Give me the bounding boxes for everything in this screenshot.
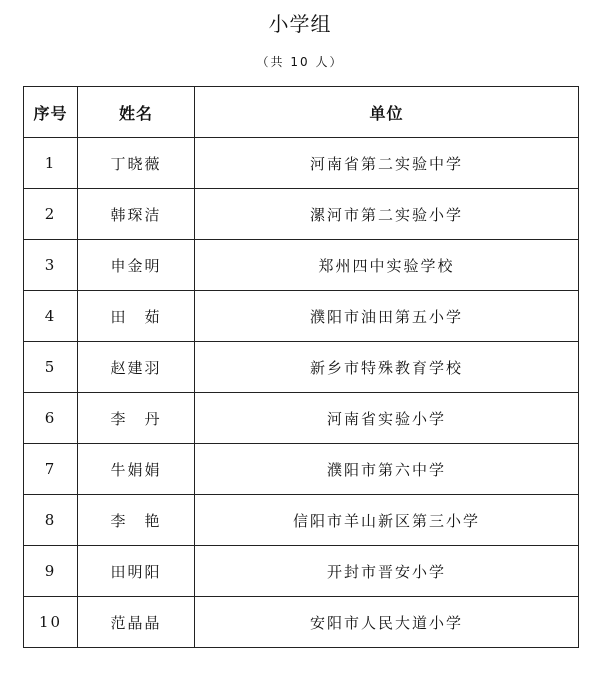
row-name: 李 丹 [78, 393, 195, 444]
row-name: 田 茹 [78, 291, 195, 342]
table-row [24, 495, 579, 546]
table-row [24, 546, 579, 597]
row-unit: 开封市晋安小学 [195, 546, 579, 597]
header-index: 序号 [24, 87, 78, 138]
table-row [24, 393, 579, 444]
row-unit: 河南省实验小学 [195, 393, 579, 444]
row-unit: 郑州四中实验学校 [195, 240, 579, 291]
row-index: 7 [24, 444, 78, 495]
page-title: 小学组 [268, 12, 332, 36]
row-index: 5 [24, 342, 78, 393]
table-row [24, 444, 579, 495]
row-index: 6 [24, 393, 78, 444]
row-name: 范晶晶 [78, 597, 195, 648]
roster-table [23, 86, 579, 648]
row-name: 田明阳 [78, 546, 195, 597]
row-name: 申金明 [78, 240, 195, 291]
row-index: 2 [24, 189, 78, 240]
row-index: 8 [24, 495, 78, 546]
row-unit: 信阳市羊山新区第三小学 [195, 495, 579, 546]
row-name: 赵建羽 [78, 342, 195, 393]
row-name: 韩琛洁 [78, 189, 195, 240]
row-name: 李 艳 [78, 495, 195, 546]
row-index: 3 [24, 240, 78, 291]
row-unit: 新乡市特殊教育学校 [195, 342, 579, 393]
header-unit: 单位 [195, 87, 579, 138]
row-unit: 安阳市人民大道小学 [195, 597, 579, 648]
row-unit: 濮阳市油田第五小学 [195, 291, 579, 342]
table-row [24, 240, 579, 291]
row-index: 9 [24, 546, 78, 597]
table-row [24, 138, 579, 189]
row-unit: 漯河市第二实验小学 [195, 189, 579, 240]
row-index: 4 [24, 291, 78, 342]
table-row [24, 342, 579, 393]
row-name: 丁晓薇 [78, 138, 195, 189]
table-row [24, 291, 579, 342]
row-unit: 河南省第二实验中学 [195, 138, 579, 189]
row-unit: 濮阳市第六中学 [195, 444, 579, 495]
header-name: 姓名 [78, 87, 195, 138]
row-name: 牛娟娟 [78, 444, 195, 495]
row-index: 1 [24, 138, 78, 189]
table-header-row [24, 87, 579, 138]
table-row [24, 597, 579, 648]
table-row [24, 189, 579, 240]
row-index: 10 [24, 597, 78, 648]
count-subtitle: （共 10 人） [256, 55, 344, 69]
